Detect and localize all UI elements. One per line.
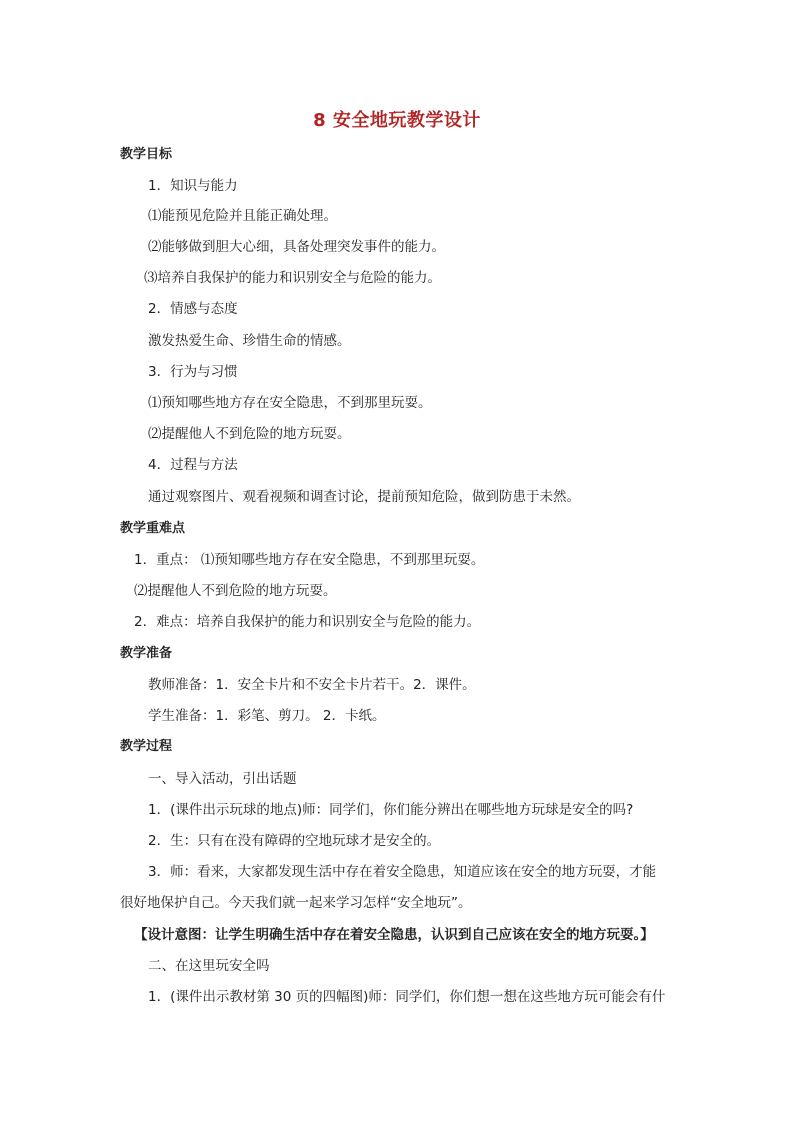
objective-item: ⑴能预见危险并且能正确处理。 bbox=[148, 208, 337, 224]
design-intent-note: 【设计意图：让学生明确生活中存在着安全隐患，认识到自己应该在安全的地方玩耍。】 bbox=[134, 927, 654, 943]
objective-item: ⑵能够做到胆大心细，具备处理突发事件的能力。 bbox=[148, 239, 445, 255]
prep-student: 学生准备：1．彩笔、剪刀。 2．卡纸。 bbox=[148, 708, 386, 724]
objective-section-3: 3．行为与习惯 bbox=[148, 364, 238, 380]
process-item: 2．生：只有在没有障碍的空地玩球才是安全的。 bbox=[148, 833, 441, 849]
objective-section-1: 1．知识与能力 bbox=[148, 178, 238, 194]
process-section-2: 二、在这里玩安全吗 bbox=[148, 958, 270, 974]
objective-section-2: 2．情感与态度 bbox=[148, 301, 238, 317]
prep-teacher: 教师准备：1．安全卡片和不安全卡片若干。2．课件。 bbox=[148, 677, 476, 693]
keypoint-item: ⑵提醒他人不到危险的地方玩耍。 bbox=[134, 583, 337, 599]
process-section-1: 一、导入活动，引出话题 bbox=[148, 771, 297, 787]
process-heading: 教学过程 bbox=[120, 739, 173, 754]
keypoint-item: 2．难点：培养自我保护的能力和识别安全与危险的能力。 bbox=[134, 614, 481, 630]
objectives-heading: 教学目标 bbox=[120, 147, 173, 162]
keypoints-heading: 教学重难点 bbox=[120, 521, 186, 536]
process-item-continued: 很好地保护自己。今天我们就一起来学习怎样“安全地玩”。 bbox=[120, 895, 472, 911]
document-title: 8 安全地玩教学设计 bbox=[313, 110, 481, 131]
prep-heading: 教学准备 bbox=[120, 646, 173, 661]
process-item: 1．(课件出示教材第 30 页的四幅图)师：同学们，你们想一想在这些地方玩可能会有什 bbox=[148, 989, 666, 1005]
objective-item: ⑶培养自我保护的能力和识别安全与危险的能力。 bbox=[144, 270, 441, 286]
objective-section-4: 4．过程与方法 bbox=[148, 457, 238, 473]
objective-item: ⑵提醒他人不到危险的地方玩耍。 bbox=[148, 426, 351, 442]
objective-item: ⑴预知哪些地方存在安全隐患，不到那里玩耍。 bbox=[148, 395, 432, 411]
objective-item: 通过观察图片、观看视频和调查讨论，提前预知危险，做到防患于未然。 bbox=[148, 489, 580, 505]
objective-item: 激发热爱生命、珍惜生命的情感。 bbox=[148, 333, 351, 349]
keypoint-item: 1．重点： ⑴预知哪些地方存在安全隐患，不到那里玩耍。 bbox=[134, 552, 485, 568]
process-item: 3．师：看来，大家都发现生活中存在着安全隐患，知道应该在安全的地方玩耍，才能 bbox=[148, 864, 657, 880]
process-item: 1．(课件出示玩球的地点)师：同学们，你们能分辨出在哪些地方玩球是安全的吗? bbox=[148, 802, 634, 818]
